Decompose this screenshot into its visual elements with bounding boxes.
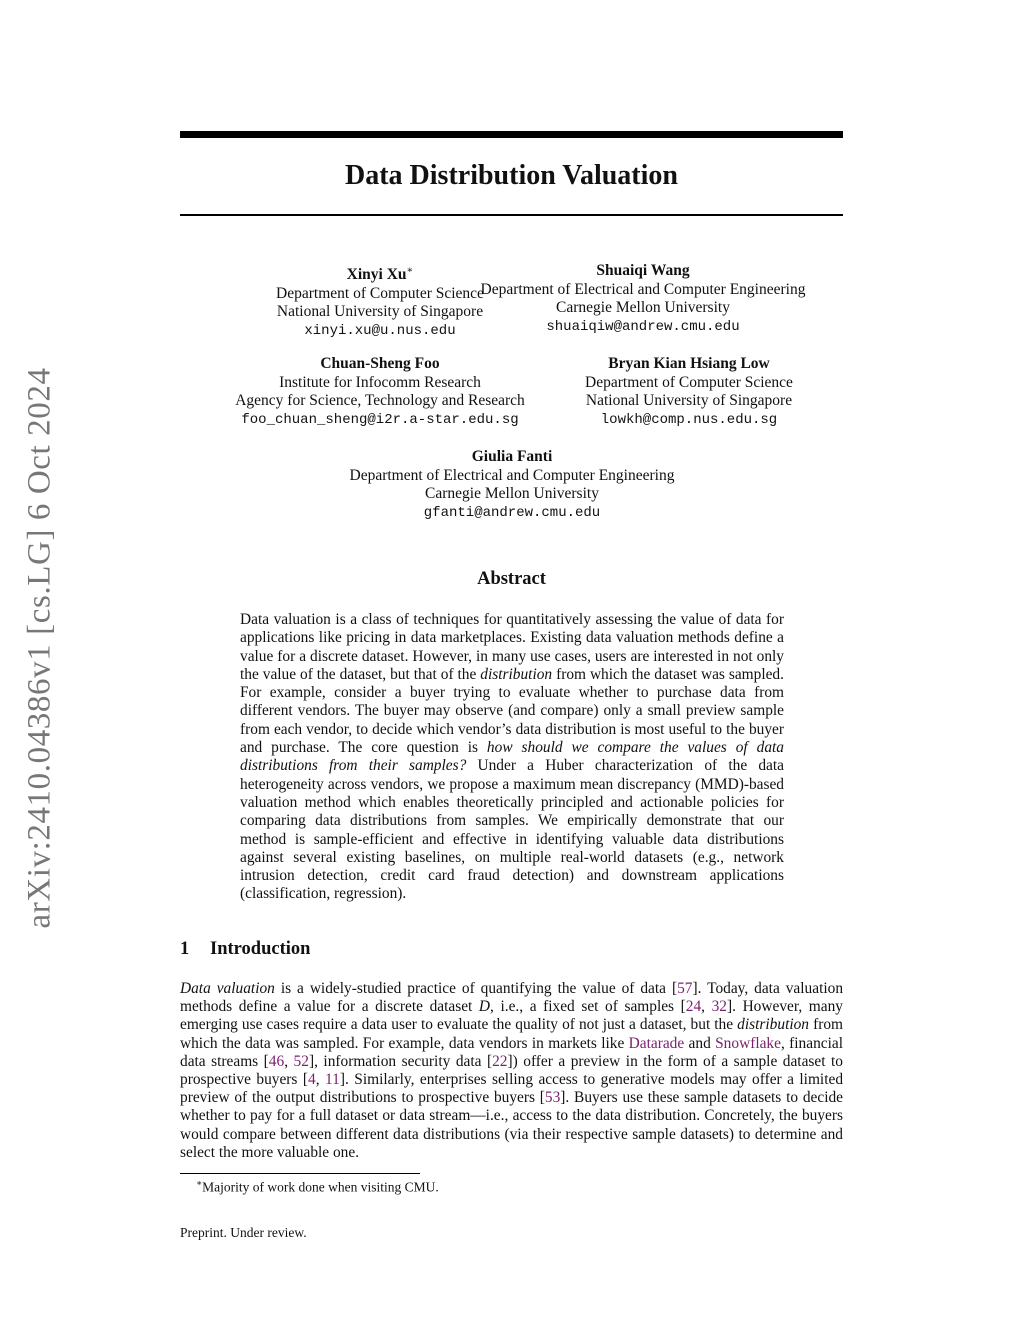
author-institution: Carnegie Mellon University: [425, 485, 599, 502]
author-institution: National University of Singapore: [276, 303, 484, 321]
datarade-link[interactable]: Datarade: [628, 1034, 685, 1052]
citation-link[interactable]: 57: [677, 980, 693, 997]
author-footnote-mark: ∗: [406, 265, 414, 276]
author-block-4: [539, 355, 839, 429]
author-email[interactable]: lowkh@comp.nus.edu.sg: [600, 411, 778, 428]
citation-link[interactable]: 4: [308, 1071, 316, 1089]
author-institution: National University of Singapore: [585, 392, 793, 409]
author-department: Institute for Infocomm Research: [279, 373, 481, 391]
author-name: Xinyi Xu∗: [346, 265, 414, 284]
citation-link[interactable]: 22: [492, 1052, 508, 1070]
author-department: Department of Electrical and Computer Engineering: [349, 466, 675, 484]
section-title: Introduction: [210, 939, 311, 959]
section-number: 1: [180, 939, 190, 959]
snowflake-link[interactable]: Snowflake: [715, 1034, 781, 1052]
footnote: [196, 1178, 439, 1196]
arxiv-identifier: arXiv:2410.04386v1 [cs.LG] 6 Oct 2024: [21, 366, 58, 929]
author-institution: Carnegie Mellon University: [556, 299, 730, 316]
author-block-2: [443, 262, 843, 336]
author-department: Department of Electrical and Computer Engineering: [480, 280, 806, 298]
abstract-body: Data valuation is a class of techniques for quantitatively assessing the value of data for applications like pricing in data marketplaces. Existing data valuation methods define a value for a discrete dataset. However, in many use cases, users are interested in not only the value of the dataset, but that of the distribution from which the dataset was sampled. For example, consider a buyer trying to evaluate whether to purchase data from different vendors. The buyer may observe (and compare) only a small preview sample from each vendor, to decide which vendor’s data distribution is most useful to the buyer and purchase. The core question is how should we compare the values of data distributions from their samples? Under a Huber characterization of the data heterogeneity across vendors, we propose a maximum mean discrepancy (MMD)-based valuation method which enables theoretically principled and actionable policies for comparing data distributions from samples. We empirically demonstrate that our method is sample-efficient and effective in identifying valuable data distributions against several existing baselines, on multiple real-world datasets (e.g., network intrusion detection, credit card fraud detection) and downstream applications (classification, regression).: [240, 611, 784, 903]
preprint-notice: Preprint. Under review.: [180, 1225, 307, 1240]
arxiv-side-stamp: [18, 365, 62, 930]
citation-link[interactable]: 46: [268, 1052, 285, 1070]
author-name: Chuan-Sheng Foo: [320, 355, 440, 372]
author-email[interactable]: xinyi.xu@u.nus.edu: [304, 322, 456, 339]
math-symbol: D: [478, 998, 491, 1016]
author-department: Department of Computer Science: [585, 373, 793, 391]
footnote-text: Majority of work done when visiting CMU.: [202, 1179, 439, 1195]
author-block-3: [180, 355, 580, 429]
section-heading-introduction: [180, 939, 310, 960]
author-name: Shuaiqi Wang: [596, 262, 690, 279]
author-email[interactable]: shuaiqiw@andrew.cmu.edu: [546, 318, 740, 335]
citation-link[interactable]: 24: [685, 998, 702, 1016]
author-block-5: [262, 448, 762, 522]
footnote-mark: ∗: [196, 1178, 203, 1188]
author-name: Giulia Fanti: [471, 448, 553, 465]
footnote-rule: [180, 1173, 420, 1174]
title-bottom-rule: [180, 214, 843, 216]
citation-link[interactable]: 11: [325, 1071, 340, 1089]
introduction-paragraph: Data valuation is a widely-studied practice of quantifying the value of data [57]. Today, data valuation methods define a value for a discrete dataset D, i.e., a fixed set of samples [24, 32]. However, many emerging use cases require a data user to evaluate the quality of not just a dataset, but the distribution from which the data was sampled. For example, data vendors in markets like Datarade and Snowflake, financial data streams [46, 52], information security data [22]) offer a preview in the form of a sample dataset to prospective buyers [4, 11]. Similarly, enterprises selling access to generative models may offer a limited preview of the output distributions to prospective buyers [53]. Buyers use these sample datasets to decide whether to pay for a full dataset or data stream—i.e., access to the data distribution. Concretely, the buyers would compare between different data distributions (via their respective sample datasets) to determine and select the more valuable one.: [180, 980, 844, 1161]
title-top-rule: [180, 131, 843, 138]
paper-title: Data Distribution Valuation: [345, 160, 678, 191]
author-email[interactable]: foo_chuan_sheng@i2r.a-star.edu.sg: [241, 411, 519, 428]
author-name: Bryan Kian Hsiang Low: [608, 355, 770, 372]
citation-link[interactable]: 32: [711, 998, 727, 1016]
citation-link[interactable]: 53: [544, 1089, 561, 1107]
abstract-heading: Abstract: [477, 569, 546, 589]
author-email[interactable]: gfanti@andrew.cmu.edu: [423, 504, 601, 521]
citation-link[interactable]: 52: [293, 1052, 309, 1070]
author-department: Department of Computer Science: [276, 284, 484, 302]
author-institution: Agency for Science, Technology and Research: [235, 392, 525, 409]
